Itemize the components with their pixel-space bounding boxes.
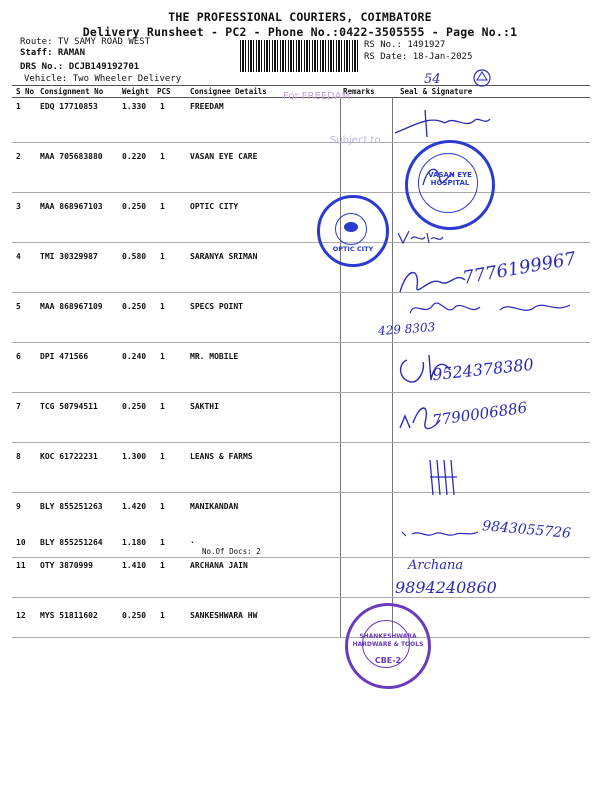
row-consignee: FREEDAM [190,102,224,111]
col-weight: Weight [122,87,150,96]
signature-10 [400,522,480,544]
row-consignment: BLY 855251264 [40,538,103,547]
handwritten-number: 429 8303 [377,320,436,338]
row-consignee: MANIKANDAN [190,502,239,511]
row-divider [12,637,590,638]
row-pcs: 1 [160,252,165,261]
row-consignee: LEANS & FARMS [190,452,253,461]
row-divider [12,597,590,598]
row-consignment: MYS 51811602 [40,611,98,620]
row-consignee: MR. MOBILE [190,352,239,361]
row-weight: 1.330 [122,102,147,111]
row-divider [12,392,590,393]
handwritten-phone: 7790006886 [431,398,529,430]
docs-count-note: No.Of Docs: 2 [202,547,261,556]
sankeshwara-stamp-code: CBE-2 [374,656,402,665]
company-title: THE PROFESSIONAL COURIERS, COIMBATORE [168,10,432,24]
handwritten-mark: 54 [424,72,441,87]
barcode [240,40,358,72]
row-pcs: 1 [160,402,165,411]
row-divider [12,192,590,193]
row-sno: 4 [16,252,21,261]
signature-1 [385,105,495,145]
optic-city-stamp [317,195,389,267]
row-weight: 0.250 [122,202,147,211]
row-pcs: 1 [160,202,165,211]
drs-number: DRS No.: DCJB149192701 [20,62,140,72]
sankeshwara-stamp-text: SHANKESHWARA HARDWARE & TOOLS [352,633,424,648]
runsheet-subtitle: Delivery Runsheet - PC2 - Phone No.:0422-3505555 - Page No.:1 [82,25,518,39]
row-sno: 5 [16,302,21,311]
handwritten-phone: 7776199967 [461,248,578,289]
row-sno: 2 [16,152,21,161]
col-consignment: Consignment No [40,87,104,96]
row-pcs: 1 [160,152,165,161]
vehicle: Vehicle: Two Wheeler Delivery [24,74,182,84]
row-divider [12,557,590,558]
eye-icon [344,222,358,232]
row-weight: 0.250 [122,402,147,411]
row-consignment: EDQ 17710853 [40,102,98,111]
signature-3 [395,225,445,250]
row-consignment: DPI 471566 [40,352,89,361]
row-weight: 0.220 [122,152,147,161]
handwritten-phone: 9894240860 [395,578,497,597]
row-consignment: TMI 30329987 [40,252,98,261]
signature-2 [418,160,458,195]
optic-stamp-text: OPTIC CITY [332,245,374,253]
row-sno: 11 [16,561,26,570]
handwritten-phone: 9843055726 [481,518,572,542]
row-sno: 1 [16,102,21,111]
scribble-icon [472,68,492,88]
signature-8 [425,455,465,500]
row-divider [12,492,590,493]
row-pcs: 1 [160,452,165,461]
row-consignee: SANKESHWARA HW [190,611,258,620]
faint-stamp-sub: Subject to [330,135,381,146]
table-top-rule [12,85,590,86]
row-consignee: OPTIC CITY [190,202,239,211]
row-consignment: MAA 868967109 [40,302,103,311]
row-divider [12,142,590,143]
row-weight: 1.420 [122,502,147,511]
row-weight: 0.250 [122,302,147,311]
row-sno: 6 [16,352,21,361]
remarks-divider [340,97,341,637]
row-consignee: VASAN EYE CARE [190,152,258,161]
row-weight: 1.180 [122,538,147,547]
row-pcs: 1 [160,302,165,311]
col-remarks: Remarks [343,87,375,96]
row-consignee: SARANYA SRIMAN [190,252,258,261]
col-sno: S No [16,87,35,96]
row-weight: 1.410 [122,561,147,570]
row-sno: 7 [16,402,21,411]
row-consignment: MAA 868967103 [40,202,103,211]
row-divider [12,342,590,343]
row-consignment: MAA 705683880 [40,152,103,161]
col-pcs: PCS [157,87,171,96]
row-weight: 0.580 [122,252,147,261]
row-sno: 8 [16,452,21,461]
row-divider [12,442,590,443]
rs-date: RS Date: 18-Jan-2025 [364,52,473,62]
col-seal: Seal & Signature [400,87,473,96]
row-weight: 1.300 [122,452,147,461]
row-divider [12,292,590,293]
row-pcs: 1 [160,502,165,511]
row-sno: 12 [16,611,26,620]
row-divider [12,242,590,243]
row-pcs: 1 [160,352,165,361]
row-pcs: 1 [160,611,165,620]
row-consignment: TCG 50794511 [40,402,98,411]
row-weight: 0.240 [122,352,147,361]
row-sno: 10 [16,538,26,547]
hospital-stamp-text: VASAN EYE HOSPITAL [428,171,472,187]
row-sno: 9 [16,502,21,511]
row-consignee: . [190,536,195,545]
handwritten-name: Archana [408,558,464,573]
row-pcs: 1 [160,102,165,111]
row-sno: 3 [16,202,21,211]
rs-number: RS No.: 1491927 [364,40,446,50]
row-consignment: BLY 855251263 [40,502,103,511]
handwritten-phone: 9524378380 [431,354,535,385]
row-pcs: 1 [160,561,165,570]
row-consignee: SPECS POINT [190,302,243,311]
row-weight: 0.250 [122,611,147,620]
row-consignee: SAKTHI [190,402,219,411]
row-consignment: KOC 61722231 [40,452,98,461]
row-pcs: 1 [160,538,165,547]
sankeshwara-stamp [345,603,431,689]
faint-stamp-text: For FREEDAM [283,91,351,102]
seal-divider [392,97,393,637]
row-consignment: OTY 3870999 [40,561,93,570]
col-consignee: Consignee Details [190,87,267,96]
route: Route: TV SAMY ROAD WEST [20,37,151,47]
staff: Staff: RAMAN [20,48,86,58]
row-consignee: ARCHANA JAIN [190,561,248,570]
